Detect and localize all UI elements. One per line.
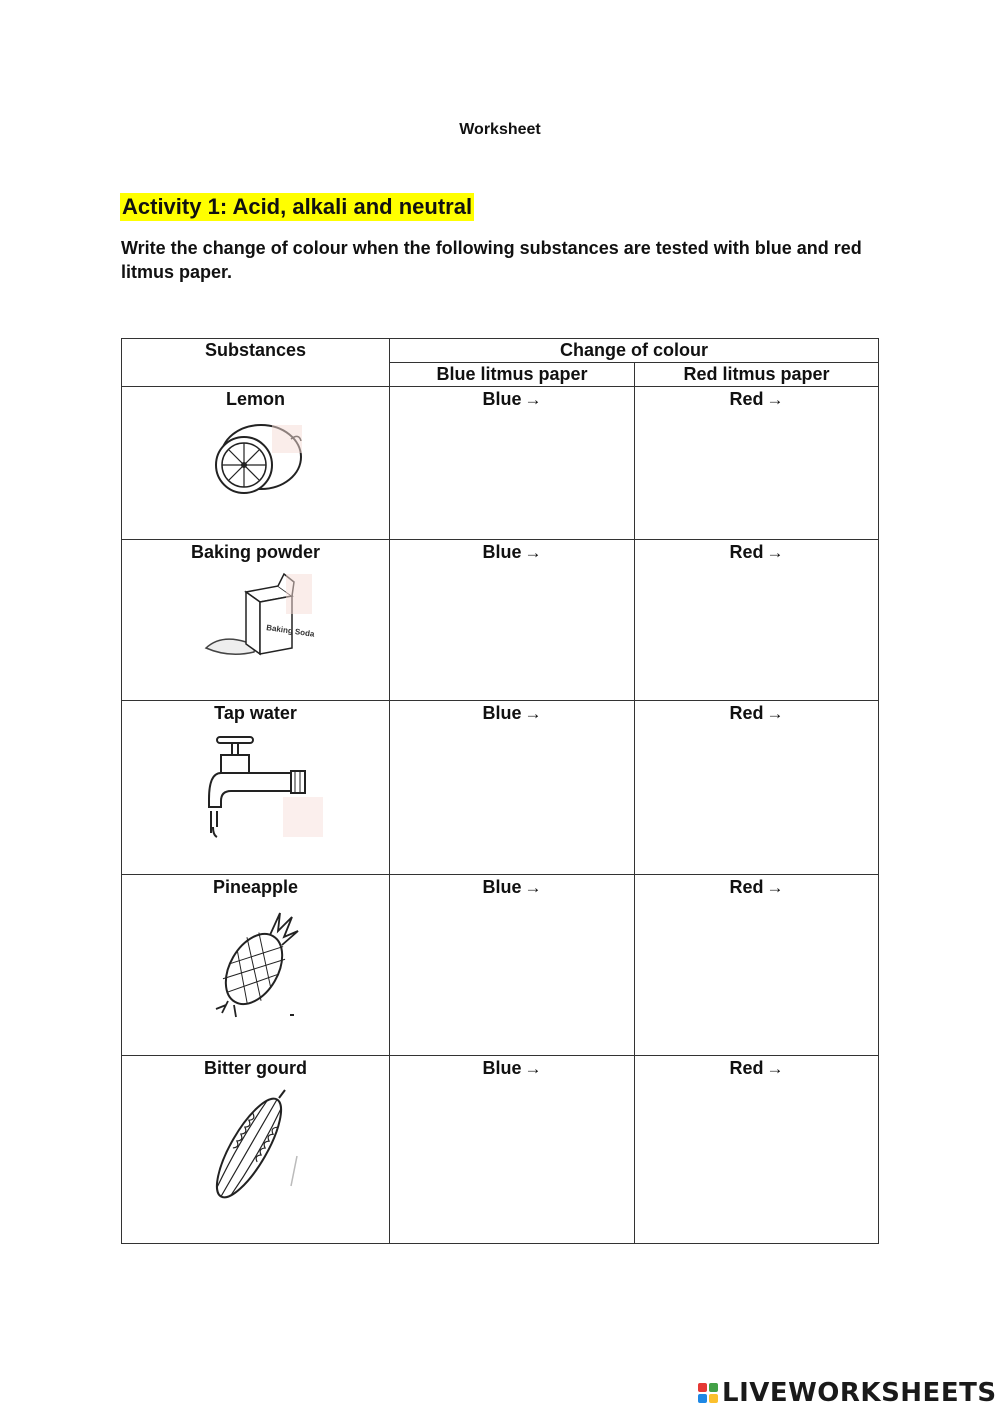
substance-cell [122,875,390,1056]
table-row [122,540,879,701]
red-result-cell[interactable] [635,875,879,1056]
lemon-icon [206,417,306,505]
header-red-litmus: Red litmus paper [635,363,879,387]
arrow-right-icon: → [524,878,542,897]
table-row [122,701,879,875]
substance-cell [122,701,390,875]
blue-result-cell[interactable] [390,701,635,875]
substance-name: Baking powder [190,542,320,562]
header-substances: Substances [122,339,390,387]
substance-name: Pineapple [212,877,299,897]
blue-result-cell[interactable] [390,875,635,1056]
baking-soda-box-icon [196,570,316,662]
red-result-cell[interactable] [635,540,879,701]
blue-result-cell[interactable] [390,540,635,701]
blue-label: Blue [482,389,522,409]
arrow-right-icon: → [766,1059,784,1078]
arrow-right-icon: → [524,1059,542,1078]
liveworksheets-logo[interactable] [698,1378,997,1408]
bitter-gourd-icon [201,1086,311,1206]
arrow-right-icon: → [766,704,784,723]
blue-label: Blue [482,703,522,723]
substance-name: Lemon [225,389,285,409]
arrow-right-icon: → [524,543,542,562]
table-row [122,875,879,1056]
box-label: Baking Soda [265,623,315,639]
litmus-table [121,338,879,1244]
arrow-right-icon: → [766,390,784,409]
tap-icon [181,731,331,841]
arrow-right-icon: → [524,390,542,409]
blue-label: Blue [482,542,522,562]
red-label: Red [729,877,764,897]
substance-name: Bitter gourd [204,1058,307,1078]
table-row [122,387,879,540]
document-title: Worksheet [459,121,541,138]
blue-label: Blue [482,877,522,897]
substance-cell [122,387,390,540]
red-result-cell[interactable] [635,701,879,875]
header-blue-litmus: Blue litmus paper [390,363,635,387]
red-label: Red [729,703,764,723]
red-label: Red [729,389,764,409]
blue-result-cell[interactable] [390,1056,635,1244]
substance-name: Tap water [214,703,297,723]
pineapple-icon [206,905,306,1023]
brand-name: LIVEWORKSHEETS [722,1378,997,1408]
arrow-right-icon: → [766,543,784,562]
blue-result-cell[interactable] [390,387,635,540]
instructions-text: Write the change of colour when the following substances are tested with blue and red litmus paper. [121,238,862,282]
table-row [122,1056,879,1244]
table-header-row [122,339,879,363]
substance-cell [122,1056,390,1244]
activity-heading: Activity 1: Acid, alkali and neutral [122,194,473,219]
red-result-cell[interactable] [635,1056,879,1244]
red-label: Red [729,1058,764,1078]
blue-label: Blue [482,1058,522,1078]
red-label: Red [729,542,764,562]
header-change-of-colour: Change of colour [390,339,879,363]
liveworksheets-logo-icon [698,1383,718,1403]
arrow-right-icon: → [524,704,542,723]
substance-cell [122,540,390,701]
red-result-cell[interactable] [635,387,879,540]
arrow-right-icon: → [766,878,784,897]
